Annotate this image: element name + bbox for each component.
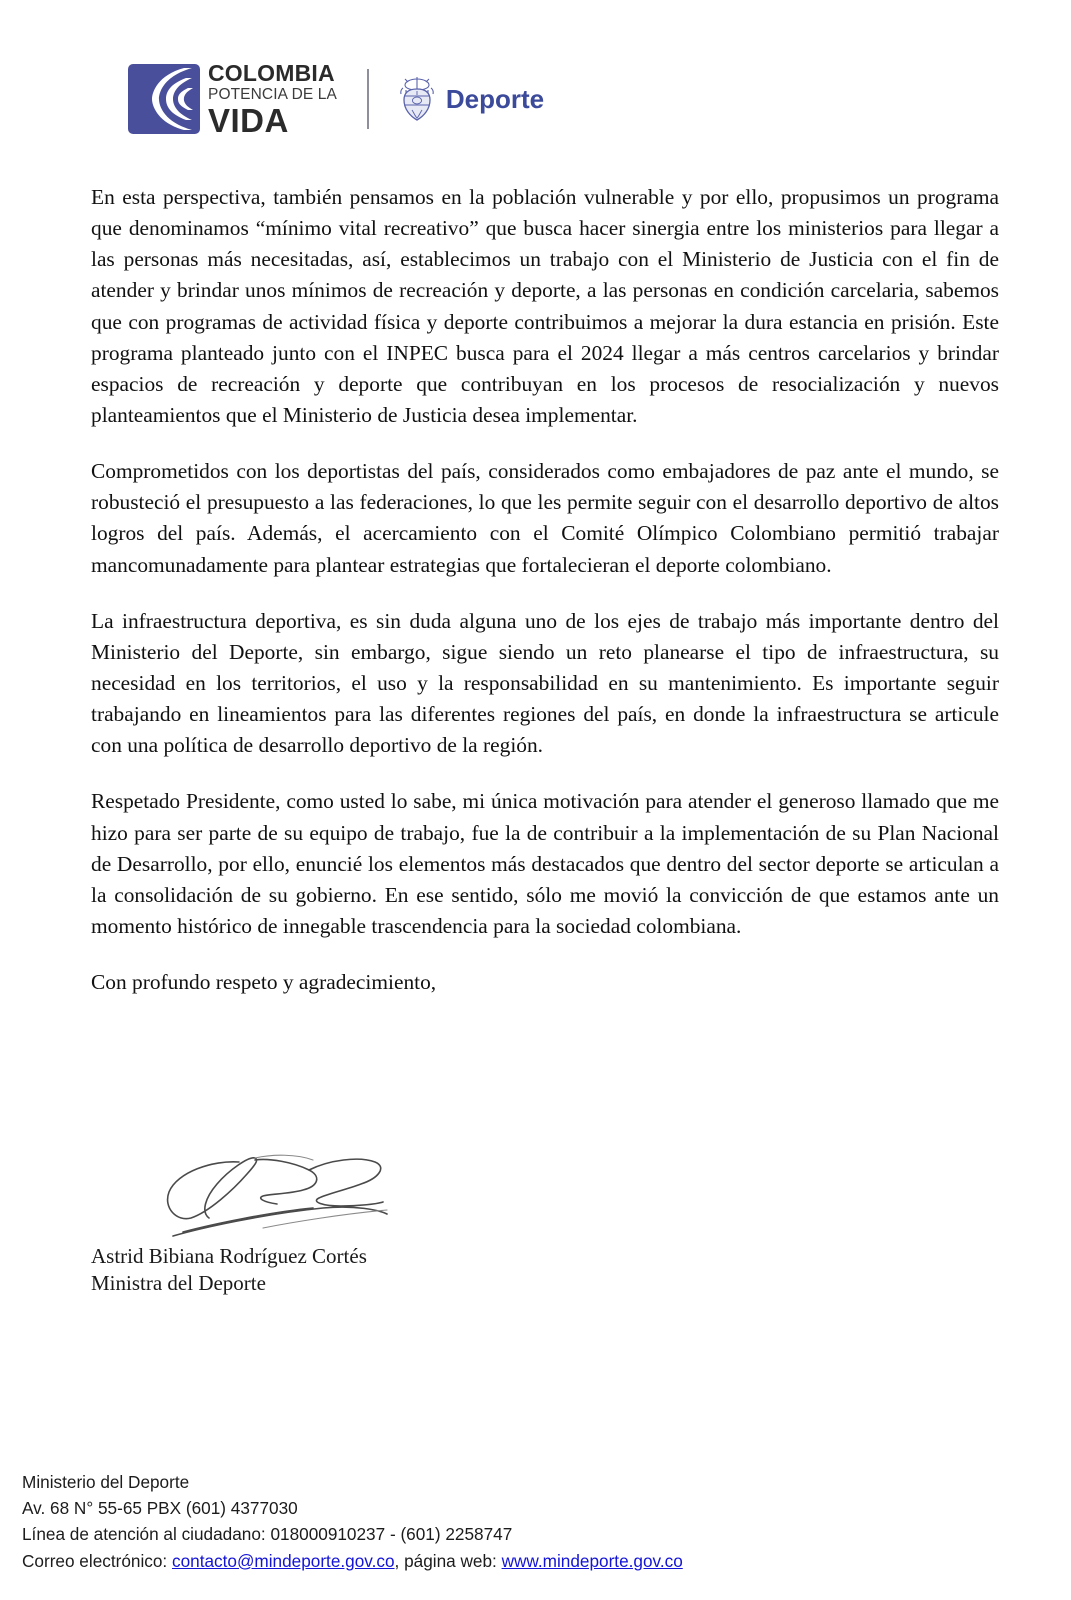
paragraph: En esta perspectiva, también pensamos en la población vulnerable y por ello, propusimos un programa que denominamos “mínimo vital recreativo” que busca hacer sinergia entre los ministerios para llegar a las personas más necesitadas, así, establecimos un trabajo con el Ministerio de Justicia con el fin de atender y brindar unos mínimos de recreación y deporte, a las personas en condición carcelaria, sabemos que con programas de actividad física y deporte contribuimos a mejorar la dura estancia en prisión. Este programa planteado junto con el INPEC busca para el 2024 llegar a más centros carcelarios y brindar espacios de recreación y deporte que contribuyan en los procesos de resocialización y nuevos planteamientos que el Ministerio de Justicia desea implementar.	[91, 185, 999, 427]
header-logo-row	[128, 62, 544, 137]
wordmark-line-vida: VIDA	[208, 101, 289, 139]
footer-address: Av. 68 N° 55-65 PBX (601) 4377030	[22, 1498, 298, 1519]
paragraph: Respetado Presidente, como usted lo sabe, mi única motivación para atender el generoso llamado que me hizo para ser parte de su equipo de trabajo, fue la de contribuir a la implementación de su Plan Nacional de Desarrollo, por ello, enuncié los elementos más destacados que dentro del sector deporte se articulan a la consolidación de su gobierno. En ese sentido, sólo me movió la convicción de que estamos ante un momento histórico de innegable trascendencia para la sociedad colombiana.	[91, 789, 999, 938]
deporte-label: Deporte	[445, 83, 545, 114]
closing-line: Con profundo respeto y agradecimiento,	[91, 970, 437, 995]
signatory-name: Astrid Bibiana Rodríguez Cortés	[91, 1244, 367, 1268]
document-header	[0, 0, 1071, 160]
letter-body	[91, 182, 999, 998]
footer-email-prefix: Correo electrónico:	[22, 1550, 172, 1571]
signature-block	[91, 1148, 591, 1297]
footer-entity: Ministerio del Deporte	[22, 1471, 190, 1492]
footer-web-prefix: , página web:	[394, 1550, 502, 1571]
footer-contact-line	[22, 1548, 1052, 1574]
signatory-role: Ministra del Deporte	[91, 1270, 266, 1295]
header-divider	[367, 69, 369, 129]
colombia-potencia-vida-logo-icon	[128, 64, 200, 134]
wordmark-line-potencia: POTENCIA DE LA	[208, 86, 337, 103]
colombia-coat-of-arms-icon	[397, 76, 437, 122]
handwritten-signature-icon	[143, 1148, 453, 1243]
colombia-wordmark	[208, 62, 337, 137]
paragraph: La infraestructura deportiva, es sin duda alguna uno de los ejes de trabajo más importante dentro del Ministerio del Deporte, sin embargo, sigue siendo un reto planearse el tipo de infraestructura, su necesidad en los territorios, el uso y la responsabilidad en su mantenimiento. Es importante seguir trabajando en lineamientos para las diferentes regiones del país, en donde la infraestructura se articule con una política de desarrollo deportivo de la región.	[91, 608, 999, 758]
wordmark-line-colombia: COLOMBIA	[208, 60, 335, 86]
footer-hotline: Línea de atención al ciudadano: 018000910237 - (601) 2258747	[22, 1524, 513, 1545]
document-footer	[22, 1469, 1052, 1574]
paragraph: Comprometidos con los deportistas del país, considerados como embajadores de paz ante el mundo, se robusteció el presupuesto a las federaciones, lo que les permite seguir con el desarrollo deportivo de altos logros del país. Además, el acercamiento con el Comité Olímpico Colombiano permitió trabajar mancomunadamente para plantear estrategias que fortalecieran el deporte colombiano.	[91, 459, 999, 577]
footer-email-link[interactable]: contacto@mindeporte.gov.co	[171, 1550, 395, 1571]
footer-website-link[interactable]: www.mindeporte.gov.co	[501, 1550, 683, 1571]
